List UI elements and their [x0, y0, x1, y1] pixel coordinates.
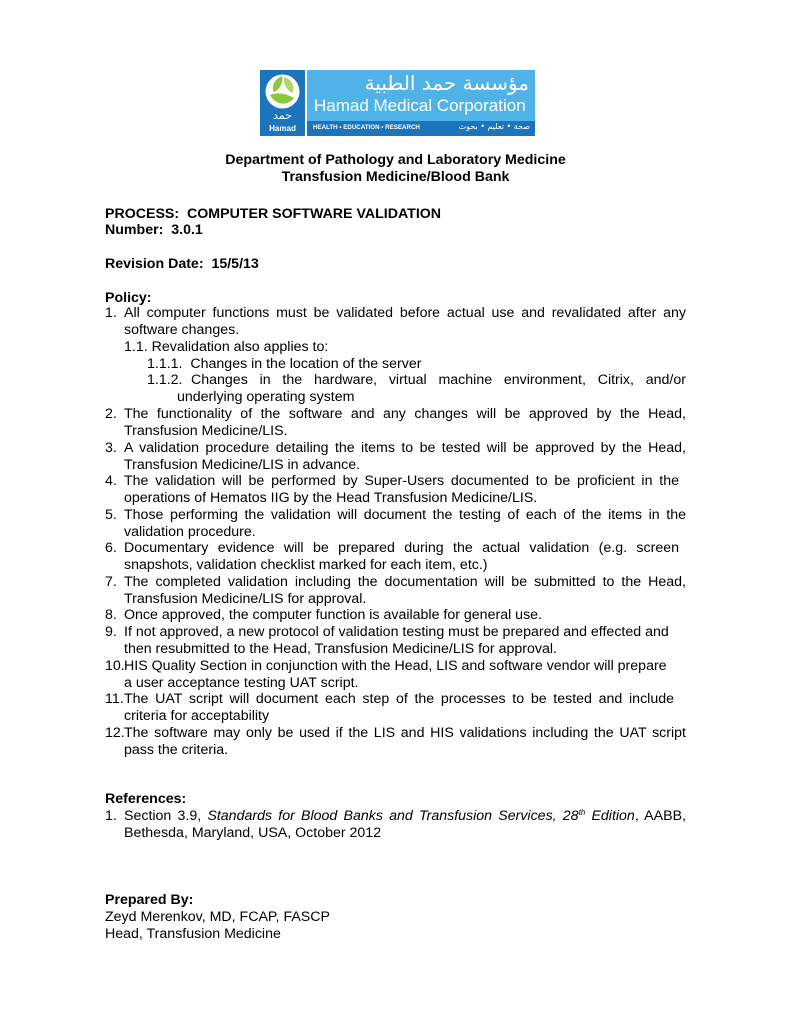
- policy-item-line: The completed validation including the documentation will be submitted to the Head,: [124, 574, 686, 590]
- policy-item-line: Documentary evidence will be prepared during the actual validation (e.g. screen: [124, 540, 679, 556]
- number-label: Number:: [105, 222, 164, 238]
- policy-subsubitem: [147, 356, 421, 373]
- reference-number: 1.: [105, 808, 117, 824]
- policy-item-line: The software may only be used if the LIS and HIS validations including the UAT script: [124, 725, 686, 741]
- preparer-name: Zeyd Merenkov, MD, FCAP, FASCP: [105, 909, 330, 925]
- reference-line: [124, 808, 686, 825]
- policy-item: [124, 406, 686, 440]
- policy-subitem: [124, 339, 328, 356]
- hamad-leaf-mark: [260, 70, 307, 136]
- policy-item-line: validation procedure.: [124, 524, 256, 540]
- policy-item-number: 9.: [105, 624, 117, 640]
- process-label: PROCESS:: [105, 206, 180, 222]
- policy-item-line: pass the criteria.: [124, 742, 229, 758]
- policy-item-number: 12.: [105, 725, 125, 741]
- policy-item-line: The validation will be performed by Super-Users documented to be proficient in the: [124, 473, 679, 489]
- policy-subsubitem-number: 1.1.2.: [147, 372, 183, 388]
- policy-item-line: All computer functions must be validated before actual use and revalidated after any: [124, 305, 686, 321]
- reference-section: Section 3.9,: [124, 808, 208, 824]
- reference-item: [124, 808, 686, 842]
- number-value: 3.0.1: [171, 222, 203, 238]
- policy-subsubitem-text: Changes in the location of the server: [190, 356, 422, 372]
- leaf-icon: [264, 73, 301, 110]
- policy-item: [124, 507, 686, 541]
- policy-item: [124, 305, 686, 339]
- logo-hamad-label: Hamad: [269, 124, 296, 133]
- policy-item-line: The functionality of the software and any changes will be approved by the Head,: [124, 406, 686, 422]
- policy-item: [124, 540, 679, 574]
- policy-subitem-number: 1.1.: [124, 339, 148, 355]
- policy-item-line: then resubmitted to the Head, Transfusion Medicine/LIS for approval.: [124, 641, 557, 657]
- policy-item-number: 5.: [105, 507, 117, 523]
- policy-item-line: Transfusion Medicine/LIS for approval.: [124, 591, 367, 607]
- process-line: [105, 206, 441, 223]
- revision-value: 15/5/13: [211, 256, 259, 272]
- logo-tagline: HEALTH • EDUCATION • RESEARCH: [313, 124, 420, 131]
- policy-subsubitem: [191, 372, 686, 389]
- reference-line: Bethesda, Maryland, USA, October 2012: [124, 825, 382, 841]
- prepared-heading: Prepared By:: [105, 892, 194, 908]
- reference-title-end: Edition: [585, 808, 635, 824]
- reference-title-text: Standards for Blood Banks and Transfusion Services, 28: [207, 808, 579, 824]
- reference-publisher: , AABB,: [634, 808, 686, 824]
- policy-item-line: a user acceptance testing UAT script.: [124, 675, 359, 691]
- policy-item-number: 8.: [105, 607, 117, 623]
- hmc-logo: [260, 70, 535, 136]
- revision-line: [105, 256, 259, 273]
- policy-subsubitem-number: 1.1.1.: [147, 356, 183, 372]
- logo-tagline-arabic: صحة • تعليم • بحوث: [458, 122, 530, 131]
- policy-item-number: 10.: [105, 658, 125, 674]
- policy-item: [124, 473, 679, 507]
- policy-item-line: The UAT script will document each step of the processes to be tested and include: [124, 691, 674, 707]
- logo-english-name: Hamad Medical Corporation: [314, 96, 526, 115]
- policy-item-line: Those performing the validation will document the testing of each of the items in the: [124, 507, 686, 523]
- policy-item-line: Once approved, the computer function is available for general use.: [124, 607, 542, 623]
- policy-item-number: 1.: [105, 305, 117, 321]
- policy-item-line: If not approved, a new protocol of validation testing must be prepared and effected and: [124, 624, 669, 640]
- logo-arabic-mark: حمد: [273, 109, 292, 122]
- policy-item-line: Transfusion Medicine/LIS in advance.: [124, 457, 361, 473]
- process-value: COMPUTER SOFTWARE VALIDATION: [187, 206, 442, 222]
- division-title: Transfusion Medicine/Blood Bank: [281, 169, 510, 185]
- references-heading: References:: [105, 791, 187, 807]
- policy-item-line: snapshots, validation checklist marked for each item, etc.): [124, 557, 488, 573]
- policy-item-line: criteria for acceptability: [124, 708, 270, 724]
- reference-title: [207, 808, 634, 824]
- policy-item-number: 6.: [105, 540, 117, 556]
- policy-subsubitem-line: underlying operating system: [177, 389, 355, 405]
- policy-item: [124, 691, 674, 725]
- logo-arabic-name: مؤسسة حمد الطبية: [364, 71, 529, 95]
- reference-ordinal: th: [578, 808, 586, 817]
- preparer-title: Head, Transfusion Medicine: [105, 926, 281, 942]
- policy-item-number: 11.: [105, 691, 124, 707]
- policy-item-line: operations of Hematos IIG by the Head Transfusion Medicine/LIS.: [124, 490, 538, 506]
- policy-item: [124, 574, 686, 608]
- policy-subitem-text: Revalidation also applies to:: [151, 339, 329, 355]
- policy-subsubitem-line: Changes in the hardware, virtual machine environment, Citrix, and/or: [191, 372, 686, 388]
- number-line: [105, 222, 203, 239]
- policy-item-number: 2.: [105, 406, 117, 422]
- policy-item-number: 7.: [105, 574, 117, 590]
- policy-item-line: software changes.: [124, 322, 240, 338]
- policy-item: [124, 440, 686, 474]
- policy-item: [124, 725, 686, 759]
- department-title: Department of Pathology and Laboratory Medicine: [225, 152, 566, 168]
- policy-item-line: A validation procedure detailing the items to be tested will be approved by the Head,: [124, 440, 686, 456]
- policy-item-number: 3.: [105, 440, 117, 456]
- revision-label: Revision Date:: [105, 256, 204, 272]
- policy-item-line: HIS Quality Section in conjunction with the Head, LIS and software vendor will prepare: [124, 658, 667, 674]
- policy-item-number: 4.: [105, 473, 117, 489]
- logo-tagline-band: [307, 121, 535, 136]
- policy-heading: Policy:: [105, 290, 152, 306]
- policy-item-line: Transfusion Medicine/LIS.: [124, 423, 288, 439]
